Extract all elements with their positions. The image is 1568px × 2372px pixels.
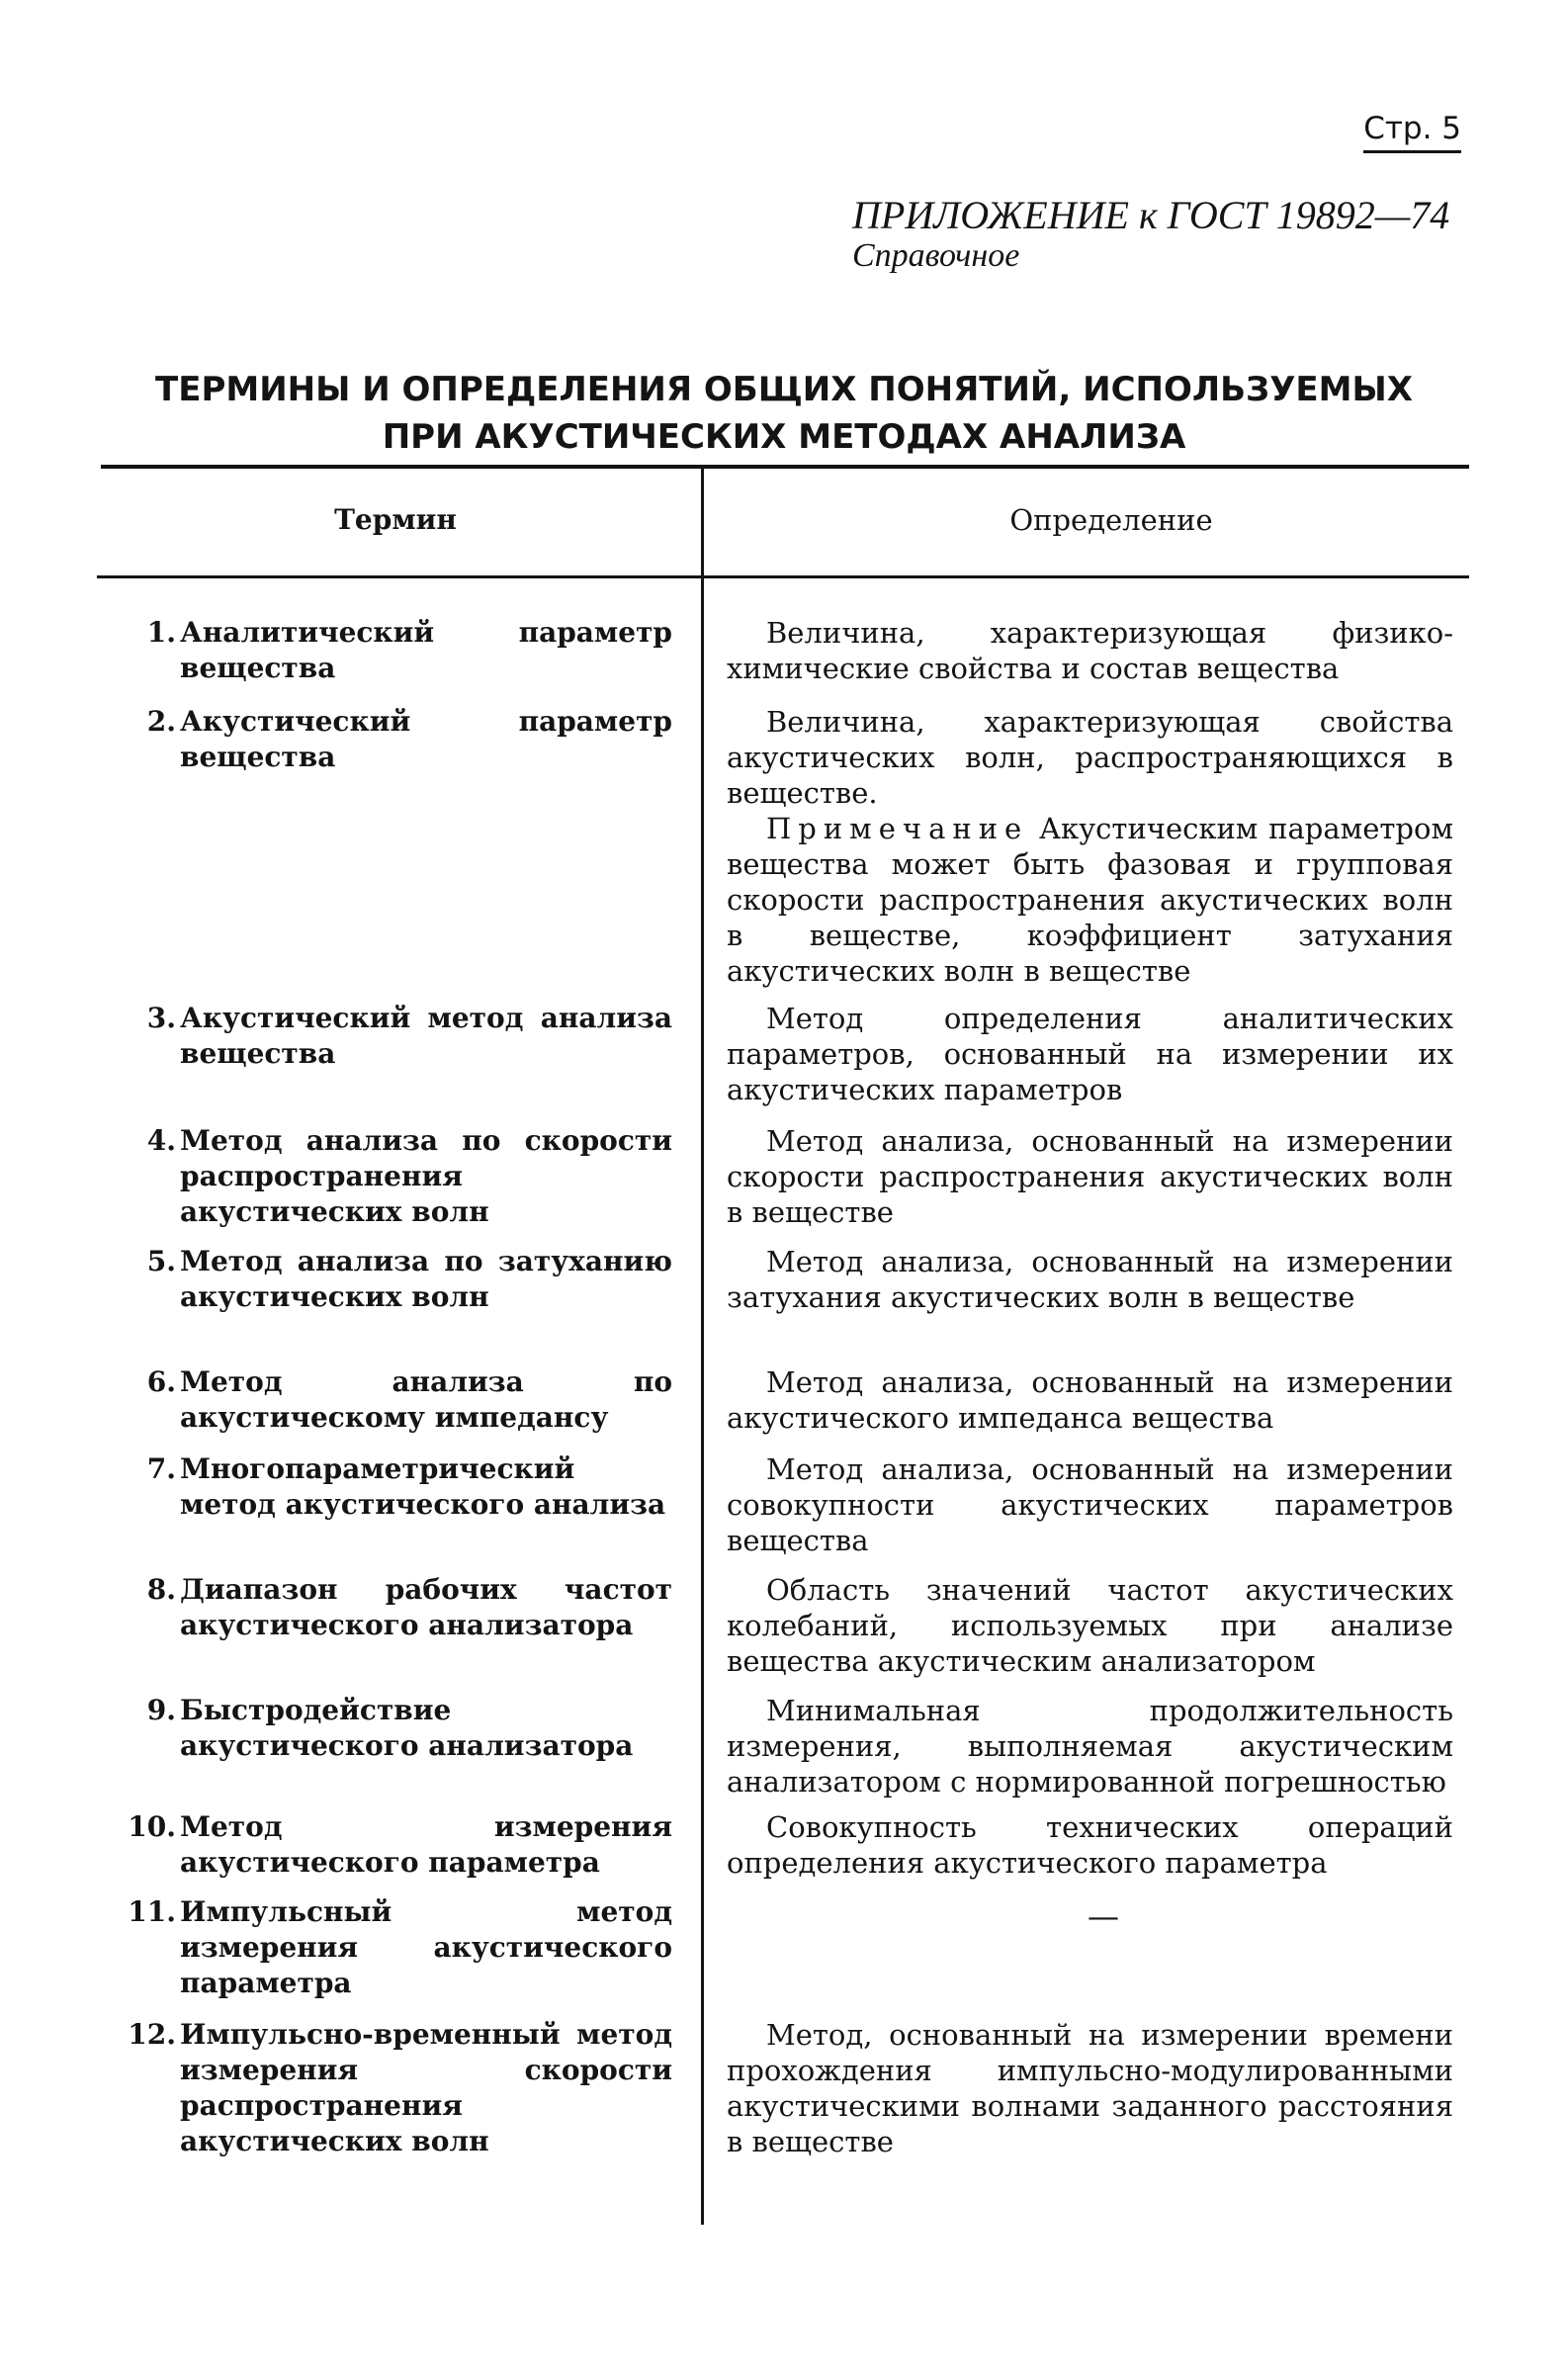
term-number: 11. (128, 1895, 176, 1928)
term-text: Диапазон рабочих частот акустического анализатора (180, 1573, 672, 1641)
definition-2 (727, 704, 1453, 989)
term-number: 9. (146, 1694, 176, 1726)
page-title (99, 366, 1469, 461)
table-top-rule (101, 465, 1469, 469)
page-number: Стр. 5 (1363, 111, 1461, 153)
definition-3: Метод определения аналитических параметров, основанный на измерении их акустических параметров (727, 1002, 1453, 1106)
term-3 (119, 1001, 672, 1072)
term-11 (119, 1894, 672, 2001)
definition-1: Величина, характеризующая физико-химические свойства и состав вещества (727, 616, 1453, 685)
definition-5: Метод анализа, основанный на измерении затухания акустических волн в веществе (727, 1245, 1453, 1314)
definition-9: Минимальная продолжительность измерения, выполняемая акустическим анализатором с нормированной погрешностью (727, 1694, 1453, 1799)
table-column-divider (701, 469, 704, 2225)
table-header-rule (97, 575, 1469, 578)
page-title-line-2: ПРИ АКУСТИЧЕСКИХ МЕТОДАХ АНАЛИЗА (382, 417, 1186, 457)
column-header-definition: Определение (1009, 503, 1213, 537)
term-number: 7. (146, 1452, 176, 1485)
term-text: Метод анализа по затуханию акустических волн (180, 1245, 672, 1313)
term-9 (119, 1693, 672, 1764)
definition-8: Область значений частот акустических колебаний, используемых при анализе вещества акустическим анализатором (727, 1573, 1453, 1678)
term-text: Многопараметрический метод акустического анализа (180, 1452, 666, 1521)
term-2 (119, 704, 672, 775)
term-number: 3. (146, 1002, 176, 1034)
term-12 (119, 2017, 672, 2159)
term-6 (119, 1364, 672, 1436)
definition-6: Метод анализа, основанный на измерении акустического импеданса вещества (727, 1365, 1453, 1435)
term-text: Быстродействие акустического анализатора (180, 1694, 634, 1762)
appendix-reference: ПРИЛОЖЕНИЕ к ГОСТ 19892—74 (852, 193, 1450, 237)
page-title-line-1: ТЕРМИНЫ И ОПРЕДЕЛЕНИЯ ОБЩИХ ПОНЯТИЙ, ИСПОЛЬЗУЕМЫХ (155, 370, 1413, 409)
term-text: Метод анализа по скорости распространения акустических волн (180, 1124, 672, 1228)
note-label: Примечание (766, 812, 1029, 845)
term-5 (119, 1244, 672, 1315)
term-1 (119, 615, 672, 686)
term-7 (119, 1451, 672, 1523)
term-text: Метод измерения акустического параметра (180, 1810, 672, 1879)
definition-10: Совокупность технических операций определения акустического параметра (727, 1810, 1453, 1880)
term-text: Акустический метод анализа вещества (180, 1002, 672, 1070)
definition-7: Метод анализа, основанный на измерении совокупности акустических параметров вещества (727, 1452, 1453, 1557)
term-number: 8. (146, 1573, 176, 1606)
appendix-type: Справочное (852, 237, 1020, 274)
definition-12: Метод, основанный на измерении времени прохождения импульсно-модулированными акустическими волнами заданного расстояния в веществе (727, 2018, 1453, 2158)
term-number: 1. (146, 616, 176, 649)
term-number: 2. (146, 705, 176, 738)
term-text: Аналитический параметр вещества (180, 616, 672, 684)
definition-note (727, 811, 1453, 989)
term-number: 5. (146, 1245, 176, 1277)
term-text: Импульсно-временный метод измерения скорости распространения акустических волн (180, 2018, 672, 2157)
note-text: Акустическим параметром вещества может быть фазовая и групповая скорости распространения акустических волн в веществе, коэффициент затухания акустических волн в веществе (727, 812, 1454, 988)
term-8 (119, 1572, 672, 1643)
term-text: Акустический параметр вещества (180, 705, 672, 773)
definition-4: Метод анализа, основанный на измерении скорости распространения акустических волн в веществе (727, 1124, 1453, 1229)
term-10 (119, 1809, 672, 1881)
term-4 (119, 1123, 672, 1230)
column-header-term: Термин (334, 503, 457, 536)
term-text: Метод анализа по акустическому импедансу (180, 1365, 672, 1434)
appendix-label (852, 194, 1449, 275)
term-text: Импульсный метод измерения акустического параметра (180, 1895, 672, 1999)
term-number: 12. (128, 2018, 176, 2051)
term-number: 4. (146, 1124, 176, 1157)
definition-11-dash: — (1088, 1897, 1119, 1935)
term-number: 6. (146, 1365, 176, 1398)
definition-text: Величина, характеризующая свойства акустических волн, распространяющихся в веществе. (727, 705, 1453, 810)
term-number: 10. (128, 1810, 176, 1843)
